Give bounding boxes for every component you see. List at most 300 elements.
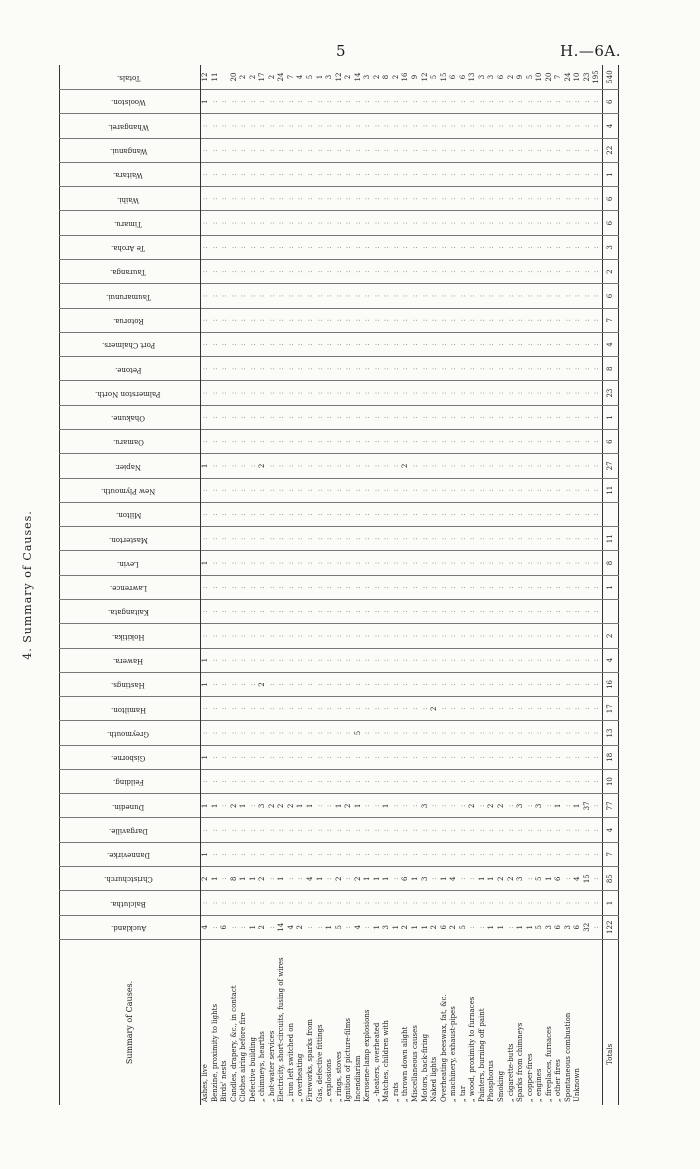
table-cell: : — [344, 648, 354, 672]
cause-label: Sparks from chimneys — [516, 939, 526, 1105]
table-cell: : — [344, 599, 354, 623]
cause-label: „ engines — [535, 939, 545, 1105]
table-cell: : — [449, 114, 459, 138]
table-cell: : — [239, 90, 249, 114]
table-cell: : — [392, 551, 402, 575]
table-cell: : — [411, 308, 421, 332]
header-town — [60, 915, 201, 939]
totals-cell: 6 — [602, 187, 618, 211]
table-cell: : — [401, 405, 411, 429]
table-cell: : — [382, 745, 392, 769]
totals-cell: 122 — [602, 915, 618, 939]
table-cell: : — [363, 721, 373, 745]
table-cell: : — [478, 308, 488, 332]
table-cell: : — [211, 575, 221, 599]
header-town — [60, 332, 201, 356]
table-cell: : — [421, 381, 431, 405]
totals-cell: 6 — [602, 211, 618, 235]
table-cell: : — [354, 891, 364, 915]
table-cell: : — [354, 575, 364, 599]
table-cell: : — [545, 478, 555, 502]
table-cell: : — [592, 284, 602, 308]
table-cell: : — [516, 114, 526, 138]
table-cell: : — [573, 599, 583, 623]
table-cell: : — [545, 260, 555, 284]
table-cell: : — [449, 381, 459, 405]
table-cell: : — [459, 745, 469, 769]
table-cell: : — [440, 527, 450, 551]
table-cell: : — [440, 357, 450, 381]
table-cell: : — [430, 648, 440, 672]
table-cell: : — [296, 478, 306, 502]
table-cell: : — [516, 672, 526, 696]
table-cell: : — [545, 162, 555, 186]
table-cell: : — [268, 381, 278, 405]
table-cell: : — [526, 284, 536, 308]
totals-label: Totals — [602, 939, 618, 1105]
table-cell: 2 — [277, 794, 287, 818]
table-cell: : — [258, 842, 268, 866]
table-cell: 16 — [401, 72, 410, 82]
table-cell: : — [296, 211, 306, 235]
table-cell: : — [344, 915, 354, 939]
header-town-label: Dunedin. — [112, 802, 145, 811]
totals-cell: 2 — [602, 260, 618, 284]
table-cell: : — [211, 672, 221, 696]
table-row — [583, 65, 593, 1105]
table-row — [573, 65, 583, 1105]
table-cell: : — [554, 114, 564, 138]
table-cell: : — [249, 769, 259, 793]
table-cell: : — [354, 187, 364, 211]
table-cell: : — [316, 332, 326, 356]
table-cell: : — [277, 430, 287, 454]
table-cell: : — [526, 332, 536, 356]
table-cell: : — [440, 284, 450, 308]
table-cell: : — [392, 478, 402, 502]
table-cell: 2 — [344, 74, 353, 80]
table-cell: : — [592, 187, 602, 211]
table-cell: : — [277, 114, 287, 138]
table-cell: 1 — [277, 867, 287, 891]
table-cell: : — [287, 575, 297, 599]
table-cell: : — [239, 162, 249, 186]
table-cell: : — [526, 381, 536, 405]
table-cell: : — [554, 891, 564, 915]
header-town — [60, 284, 201, 308]
table-cell: : — [507, 575, 517, 599]
table-cell: : — [592, 721, 602, 745]
table-cell: : — [382, 381, 392, 405]
table-cell: : — [287, 697, 297, 721]
table-cell: : — [497, 260, 507, 284]
table-cell: : — [306, 138, 316, 162]
table-cell: : — [526, 162, 536, 186]
table-cell: : — [354, 599, 364, 623]
table-cell: : — [325, 478, 335, 502]
table-cell: : — [583, 478, 593, 502]
table-cell: : — [564, 575, 574, 599]
table-cell: : — [487, 90, 497, 114]
table-cell: : — [592, 308, 602, 332]
header-town — [60, 599, 201, 623]
table-cell: : — [468, 187, 478, 211]
table-cell: : — [516, 308, 526, 332]
table-cell: : — [430, 187, 440, 211]
table-cell: : — [325, 454, 335, 478]
table-cell: : — [535, 332, 545, 356]
table-cell: 1 — [239, 867, 249, 891]
table-cell: : — [392, 357, 402, 381]
table-cell: : — [411, 527, 421, 551]
table-cell: : — [526, 745, 536, 769]
table-cell: : — [526, 114, 536, 138]
table-cell: : — [220, 187, 230, 211]
table-cell: : — [573, 697, 583, 721]
cause-label: „ cigarette-butts — [507, 939, 517, 1105]
table-cell: : — [363, 308, 373, 332]
table-cell: : — [382, 235, 392, 259]
table-cell: : — [526, 138, 536, 162]
table-cell: : — [268, 527, 278, 551]
table-cell: : — [411, 235, 421, 259]
table-cell: : — [230, 575, 240, 599]
table-cell: : — [230, 405, 240, 429]
table-cell: : — [535, 842, 545, 866]
table-cell: : — [306, 769, 316, 793]
header-town-label: Auckland. — [110, 924, 146, 933]
table-cell: : — [421, 648, 431, 672]
table-cell: : — [421, 697, 431, 721]
table-cell: : — [230, 721, 240, 745]
table-cell: : — [373, 308, 383, 332]
table-cell: : — [382, 502, 392, 526]
table-cell: 3 — [487, 74, 496, 80]
header-town — [60, 769, 201, 793]
table-cell: : — [211, 527, 221, 551]
table-cell: : — [296, 260, 306, 284]
table-cell: : — [507, 672, 517, 696]
table-cell: : — [554, 527, 564, 551]
table-cell: : — [373, 575, 383, 599]
table-cell: : — [287, 381, 297, 405]
table-cell: : — [401, 357, 411, 381]
table-cell: : — [211, 187, 221, 211]
table-cell: : — [268, 672, 278, 696]
table-cell: : — [277, 697, 287, 721]
table-cell: : — [325, 672, 335, 696]
table-cell: : — [507, 114, 517, 138]
table-cell: : — [296, 721, 306, 745]
table-cell: : — [440, 332, 450, 356]
table-cell: : — [592, 454, 602, 478]
header-town — [60, 187, 201, 211]
table-cell: : — [401, 624, 411, 648]
table-cell: : — [363, 381, 373, 405]
table-cell: : — [201, 235, 211, 259]
table-cell: 1 — [306, 794, 316, 818]
table-cell: : — [344, 357, 354, 381]
table-row — [592, 65, 602, 1105]
table-cell: : — [296, 187, 306, 211]
table-cell: : — [373, 332, 383, 356]
table-cell: : — [230, 235, 240, 259]
table-cell: 2 — [258, 867, 268, 891]
cause-label: Spontaneous combustion — [564, 939, 574, 1105]
table-cell: : — [430, 891, 440, 915]
table-cell: : — [449, 575, 459, 599]
table-row — [401, 65, 411, 1105]
table-cell: : — [316, 235, 326, 259]
table-cell: 1 — [392, 915, 402, 939]
table-cell: : — [220, 454, 230, 478]
table-cell: : — [249, 891, 259, 915]
table-cell: : — [392, 284, 402, 308]
table-cell: : — [335, 745, 345, 769]
table-cell: : — [201, 332, 211, 356]
table-cell: : — [478, 454, 488, 478]
table-cell: : — [363, 818, 373, 842]
table-cell: : — [449, 478, 459, 502]
table-cell: : — [468, 527, 478, 551]
table-cell: : — [459, 308, 469, 332]
table-cell: : — [411, 794, 421, 818]
table-cell: : — [592, 381, 602, 405]
table-cell: : — [211, 332, 221, 356]
table-cell: : — [392, 842, 402, 866]
table-cell: : — [344, 672, 354, 696]
table-cell: : — [277, 90, 287, 114]
totals-cell: 17 — [602, 697, 618, 721]
table-cell: : — [516, 551, 526, 575]
table-cell: : — [249, 430, 259, 454]
table-cell: : — [421, 90, 431, 114]
table-cell: : — [440, 90, 450, 114]
column-header-row — [60, 65, 201, 1105]
table-cell: : — [526, 867, 536, 891]
table-cell: : — [296, 648, 306, 672]
table-cell: : — [335, 308, 345, 332]
totals-cell: 1 — [602, 891, 618, 915]
table-cell: 4 — [449, 867, 459, 891]
table-cell: : — [573, 624, 583, 648]
table-cell: : — [382, 162, 392, 186]
table-cell: : — [306, 187, 316, 211]
table-cell: : — [306, 527, 316, 551]
table-cell: : — [573, 90, 583, 114]
table-cell: : — [545, 794, 555, 818]
table-cell: : — [220, 502, 230, 526]
table-cell: : — [487, 551, 497, 575]
header-cause-label: Summary of Causes. — [124, 980, 134, 1065]
table-cell: : — [440, 430, 450, 454]
table-cell: : — [268, 891, 278, 915]
table-cell: : — [335, 842, 345, 866]
table-cell: : — [211, 211, 221, 235]
table-cell: : — [440, 721, 450, 745]
table-cell: 5 — [335, 915, 345, 939]
cause-label: Phosphorus — [487, 939, 497, 1105]
table-cell: : — [363, 260, 373, 284]
table-cell: : — [459, 842, 469, 866]
table-cell: : — [239, 454, 249, 478]
header-town — [60, 551, 201, 575]
table-cell: : — [487, 575, 497, 599]
table-cell: : — [316, 405, 326, 429]
table-cell: : — [201, 260, 211, 284]
table-cell: 1 — [545, 867, 555, 891]
table-cell: : — [239, 527, 249, 551]
table-cell: : — [392, 769, 402, 793]
header-town — [60, 794, 201, 818]
totals-cell: 77 — [602, 794, 618, 818]
table-cell: : — [583, 575, 593, 599]
table-cell: : — [468, 648, 478, 672]
table-cell: 3 — [421, 794, 431, 818]
table-cell: 6 — [554, 867, 564, 891]
totals-cell — [602, 599, 618, 623]
table-cell: : — [258, 381, 268, 405]
table-cell: : — [373, 138, 383, 162]
table-cell: : — [344, 867, 354, 891]
table-cell: : — [440, 599, 450, 623]
table-cell: : — [296, 697, 306, 721]
table-cell: : — [296, 769, 306, 793]
table-cell: : — [306, 575, 316, 599]
table-cell: : — [316, 915, 326, 939]
table-cell: : — [335, 721, 345, 745]
table-cell: : — [573, 575, 583, 599]
table-cell: : — [411, 648, 421, 672]
totals-cell: 1 — [602, 405, 618, 429]
table-cell: : — [296, 235, 306, 259]
table-cell: : — [354, 114, 364, 138]
table-cell: 2 — [430, 915, 440, 939]
table-cell: 1 — [354, 794, 364, 818]
table-cell: : — [211, 90, 221, 114]
table-cell: : — [268, 308, 278, 332]
table-cell: : — [554, 502, 564, 526]
table-cell: : — [573, 284, 583, 308]
rotated-table-panel — [21, 55, 619, 1105]
table-cell: : — [354, 672, 364, 696]
header-town-label: Oamaru. — [112, 438, 144, 447]
table-body — [201, 65, 619, 1105]
table-row — [535, 65, 545, 1105]
table-cell: 2 — [258, 454, 268, 478]
table-cell: : — [459, 672, 469, 696]
table-cell: : — [592, 502, 602, 526]
table-cell: : — [401, 648, 411, 672]
table-cell: : — [592, 599, 602, 623]
table-cell: : — [411, 745, 421, 769]
table-cell: : — [335, 599, 345, 623]
table-cell: : — [459, 211, 469, 235]
table-cell: : — [287, 90, 297, 114]
table-row — [325, 65, 335, 1105]
table-cell: : — [306, 697, 316, 721]
table-cell: : — [516, 599, 526, 623]
table-cell: : — [268, 284, 278, 308]
table-cell: : — [430, 235, 440, 259]
table-cell: : — [316, 381, 326, 405]
table-cell: : — [382, 90, 392, 114]
table-cell: : — [440, 114, 450, 138]
table-cell: 17 — [258, 72, 267, 82]
header-town — [60, 502, 201, 526]
table-cell: : — [535, 162, 545, 186]
table-row — [306, 65, 316, 1105]
table-cell: : — [526, 90, 536, 114]
table-cell: 24 — [277, 72, 286, 82]
table-cell: : — [354, 138, 364, 162]
table-cell: : — [554, 818, 564, 842]
table-cell: : — [211, 454, 221, 478]
table-cell: : — [382, 818, 392, 842]
table-cell: : — [211, 599, 221, 623]
table-cell: : — [258, 138, 268, 162]
header-town — [60, 697, 201, 721]
table-cell: : — [411, 187, 421, 211]
totals-cell: 7 — [602, 842, 618, 866]
table-cell: : — [468, 90, 478, 114]
table-cell: : — [421, 308, 431, 332]
table-cell: : — [230, 502, 240, 526]
table-cell: : — [401, 162, 411, 186]
table-cell: : — [564, 842, 574, 866]
table-cell: : — [449, 187, 459, 211]
table-cell: : — [411, 575, 421, 599]
table-cell: : — [363, 527, 373, 551]
table-cell: 1 — [239, 794, 249, 818]
table-cell: : — [277, 891, 287, 915]
table-cell: : — [545, 332, 555, 356]
table-cell: : — [564, 527, 574, 551]
table-cell: : — [535, 502, 545, 526]
table-cell: : — [211, 697, 221, 721]
table-cell: : — [430, 211, 440, 235]
table-cell: : — [592, 260, 602, 284]
table-cell: : — [392, 235, 402, 259]
table-cell: : — [459, 454, 469, 478]
table-cell: : — [258, 745, 268, 769]
table-row — [363, 65, 373, 1105]
table-cell: : — [373, 502, 383, 526]
table-cell: : — [564, 430, 574, 454]
table-cell: : — [258, 162, 268, 186]
table-cell: : — [478, 235, 488, 259]
table-cell: : — [335, 162, 345, 186]
table-cell: : — [287, 162, 297, 186]
table-cell: : — [526, 769, 536, 793]
cause-label: Painters, burning off paint — [478, 939, 488, 1105]
table-cell: : — [258, 551, 268, 575]
table-cell: : — [306, 891, 316, 915]
table-cell: : — [411, 138, 421, 162]
table-cell: : — [430, 842, 440, 866]
table-cell: : — [239, 599, 249, 623]
table-cell: : — [354, 430, 364, 454]
table-cell: : — [516, 818, 526, 842]
table-cell: : — [382, 721, 392, 745]
totals-cell: 4 — [602, 114, 618, 138]
table-cell: : — [430, 769, 440, 793]
table-cell: : — [201, 430, 211, 454]
table-cell: : — [220, 430, 230, 454]
table-cell: 1 — [249, 915, 259, 939]
table-cell: 1 — [554, 794, 564, 818]
table-cell: : — [401, 599, 411, 623]
